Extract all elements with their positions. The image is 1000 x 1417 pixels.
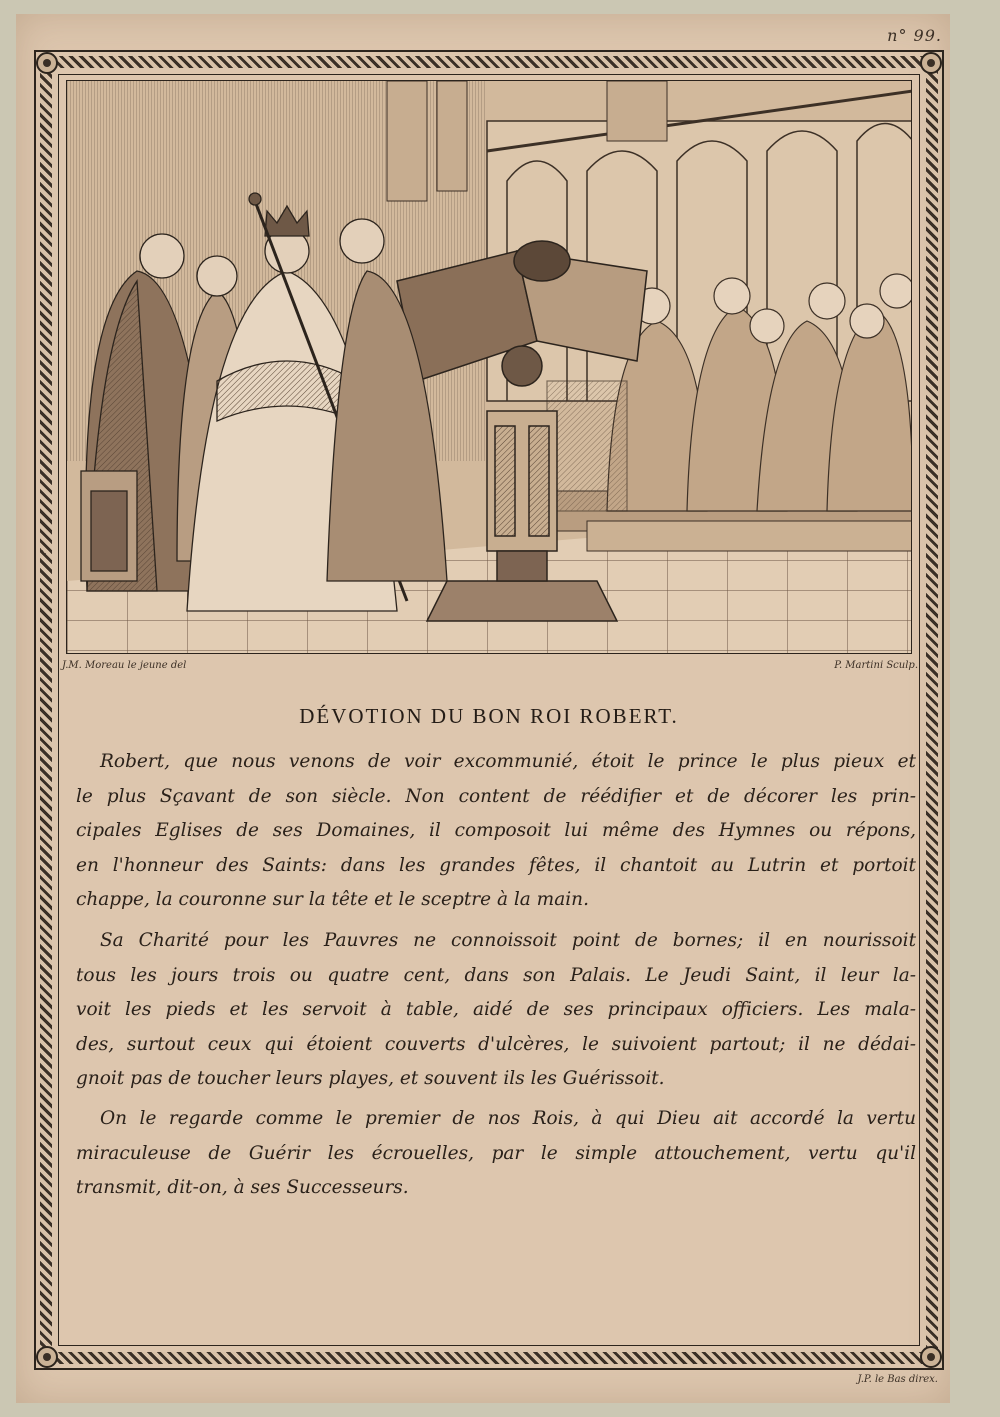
text-line: On le regarde comme le premier de nos Rois, à qui Dieu ait accordé la vertu [100,1108,916,1129]
engraving-illustration [66,80,912,654]
engraver-credit: P. Martini Sculp. [834,660,918,671]
corner-rosette-icon [920,52,942,74]
text-line: gnoit pas de toucher leurs playes, et souvent ils les Guérissoit. [76,1068,665,1089]
text-line: chappe, la couronne sur la tête et le sceptre à la main. [76,889,589,910]
text-line: cipales Eglises de ses Domaines, il composoit lui même des Hymnes ou répons, [76,820,916,841]
plate-number: n° 99. [887,26,942,45]
draughtsman-credit: J.M. Moreau le jeune del [62,660,187,671]
text-line: tous les jours trois ou quatre cent, dans son Palais. Le Jeudi Saint, il leur la- [76,964,916,986]
corner-rosette-icon [36,1346,58,1368]
text-line: des, surtout ceux qui étoient couverts d'ulcères, le suivoient partout; il ne dédai- [76,1033,916,1055]
text-line: transmit, dit-on, à ses Successeurs. [76,1177,409,1198]
text-line: le plus Sçavant de son siècle. Non content de réédifier et de décorer les prin- [76,785,916,807]
corner-rosette-icon [920,1346,942,1368]
text-line: miraculeuse de Guérir les écrouelles, par le simple attouchement, vertu qu'il [76,1142,916,1164]
text-line: en l'honneur des Saints: dans les grandes fêtes, il chantoit au Lutrin et portoit [76,854,916,876]
paragraph-1 [76,745,916,918]
page-title: DÉVOTION DU BON ROI ROBERT. [299,704,679,729]
engraving-scene [67,81,912,654]
paragraph-3 [76,1102,916,1206]
text-line: Robert, que nous venons de voir excommunié, étoit le prince le plus pieux et [100,751,916,772]
director-credit: J.P. le Bas direx. [857,1374,938,1385]
text-line: voit les pieds et les servoit à table, aidé de ses principaux officiers. Les mala- [76,999,916,1020]
corner-rosette-icon [36,52,58,74]
text-line: Sa Charité pour les Pauvres ne connoissoit point de bornes; il en nourissoit [100,930,916,951]
paragraph-2 [76,924,916,1097]
